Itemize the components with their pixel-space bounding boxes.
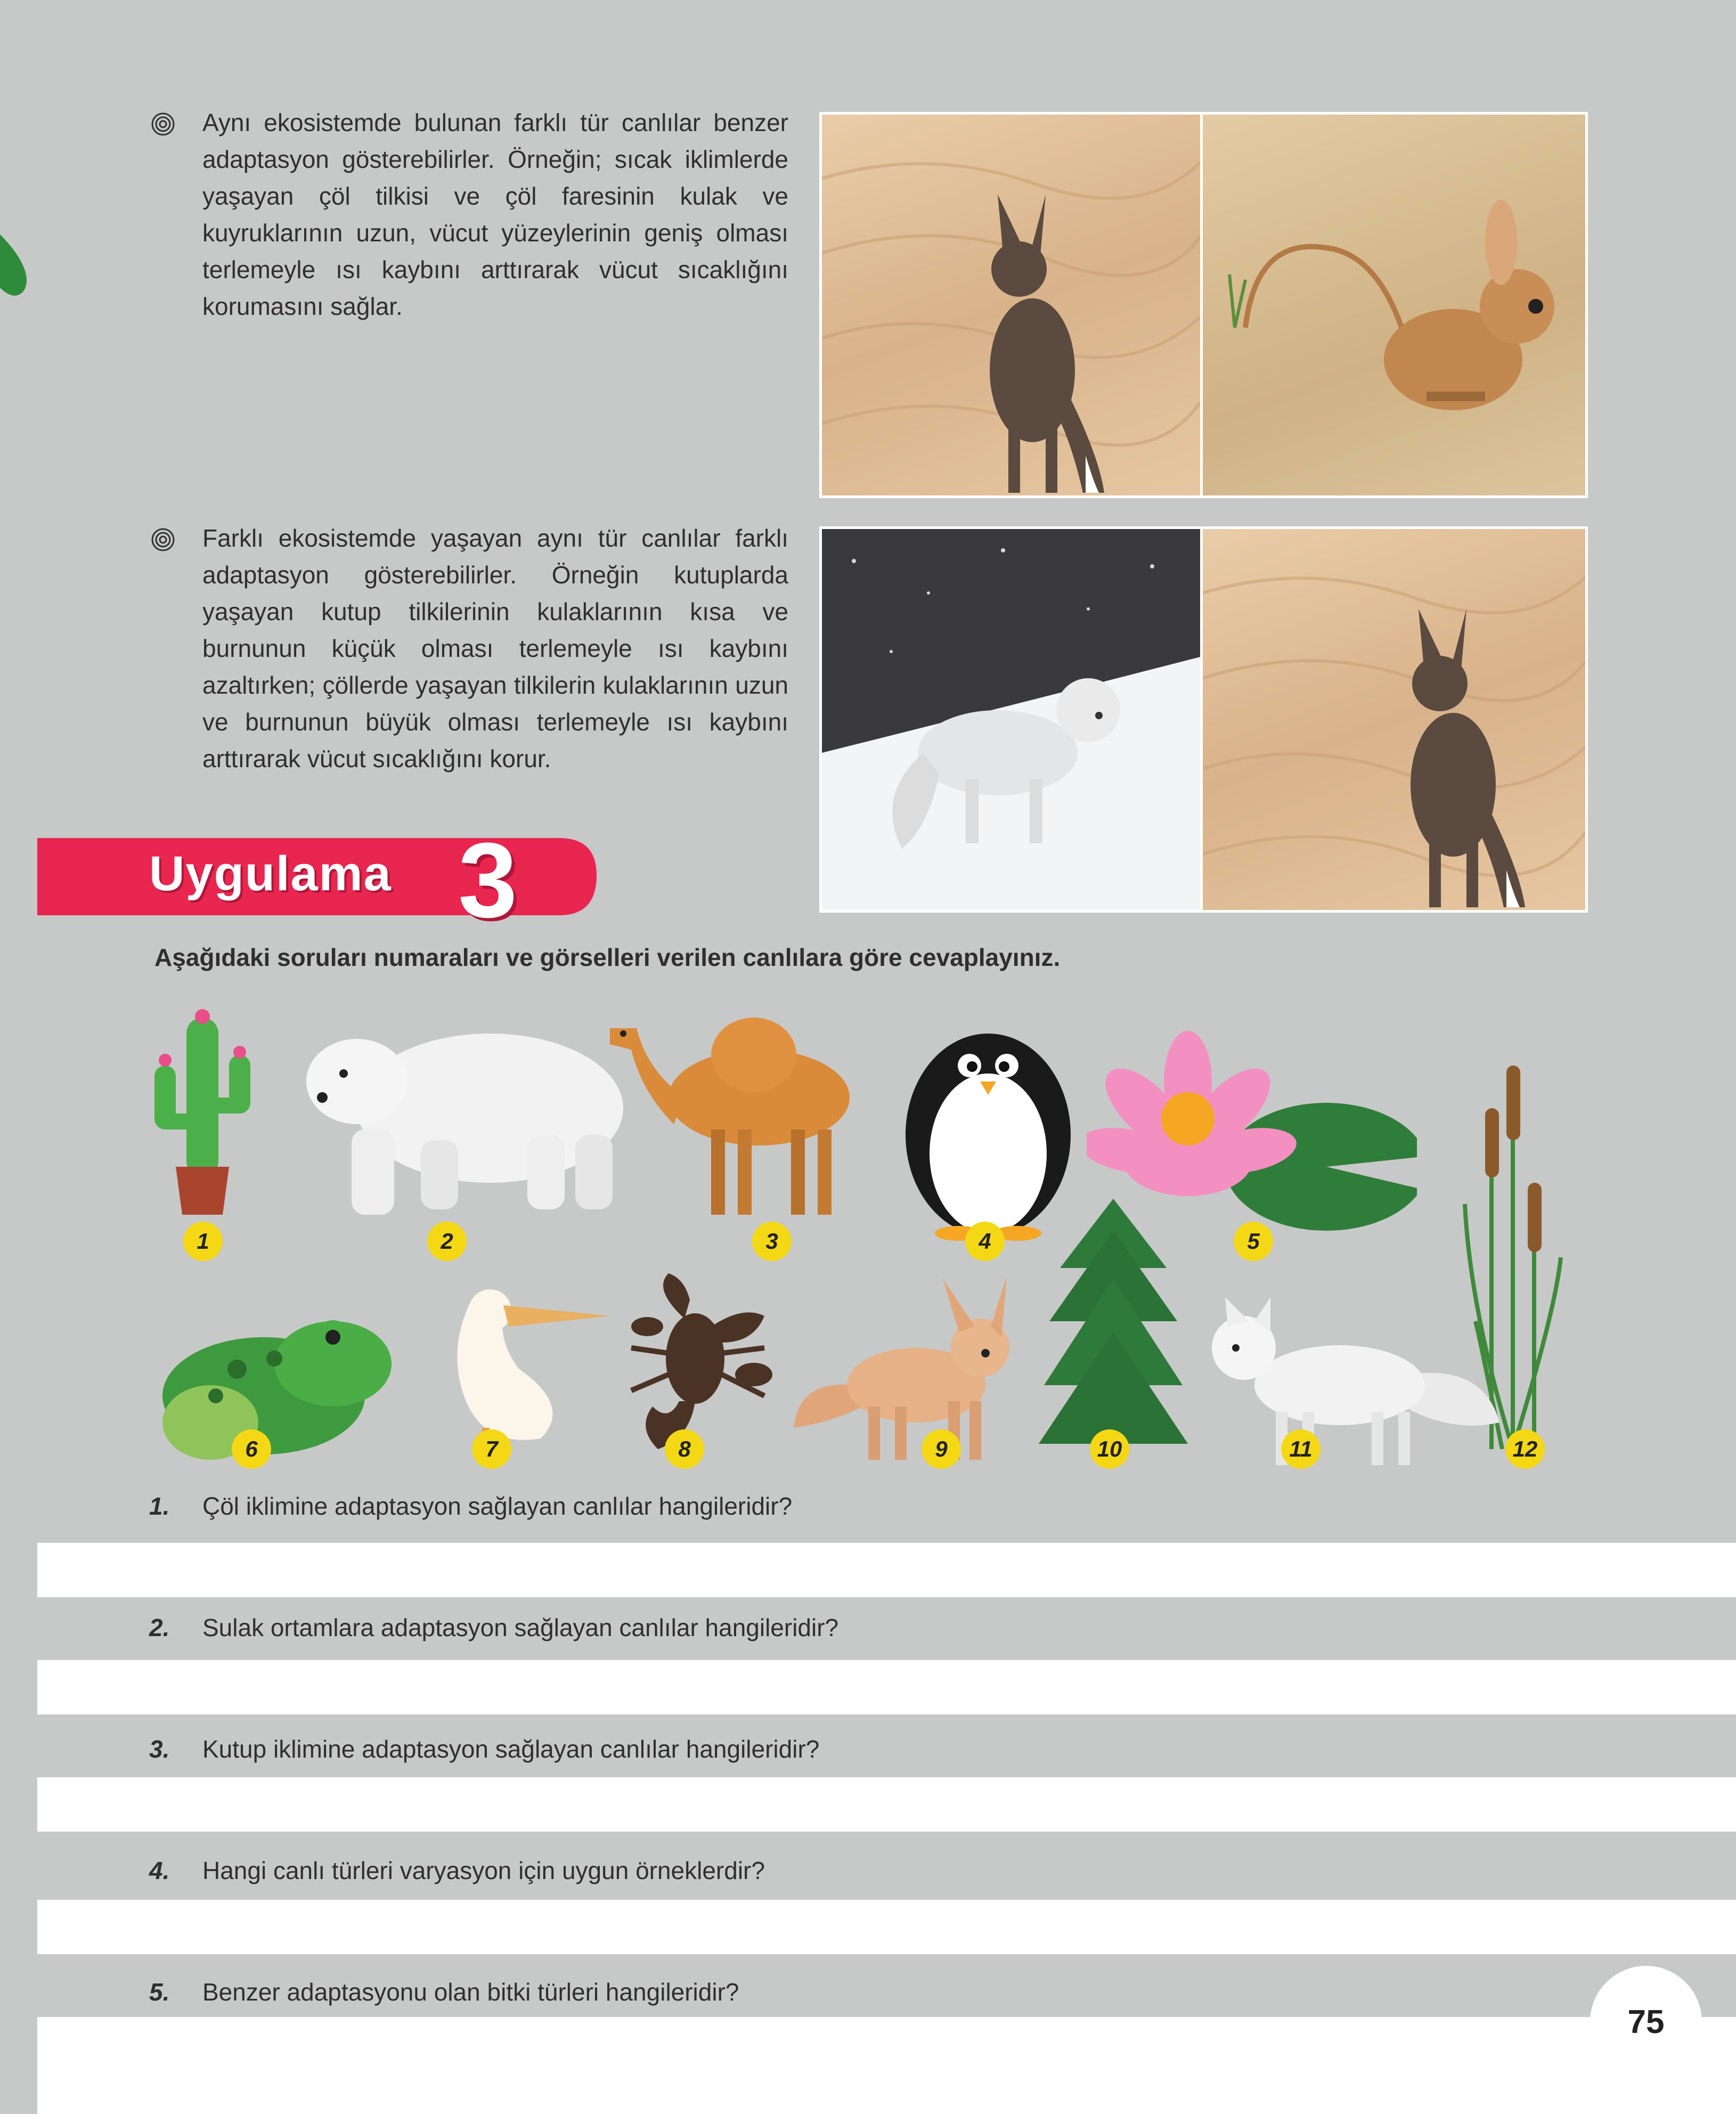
paragraph-different-adaptation: Farklı ekosistemde yaşayan aynı tür canlılar farklı adaptasyon gösterebilirler. Örneğin kutuplarda yaşayan kutup tilkilerinin kulaklarının kısa ve burnunun küçük olması terlemeyle ısı kaybını azaltırken; çöllerde yaşayan tilkilerin kulaklarının uzun ve burnunun büyük olması terlemeyle ısı kaybını arttırarak vücut sıcaklığını korur. (202, 524, 788, 773)
fennec-fox-image (788, 1273, 1039, 1465)
banner-title: Uygulama (149, 847, 392, 901)
question-3: 3. Kutup iklimine adaptasyon sağlayan canlılar hangileridir? (149, 1735, 820, 1763)
organism-number-3: 3 (752, 1222, 792, 1261)
cactus-image (144, 1007, 261, 1220)
organism-number-11: 11 (1281, 1429, 1321, 1469)
answer-field-4[interactable] (37, 1900, 1736, 1954)
question-2: 2. Sulak ortamlara adaptasyon sağlayan canlılar hangileridir? (149, 1614, 839, 1641)
organism-number-2: 2 (427, 1222, 467, 1261)
organism-number-5: 5 (1234, 1222, 1273, 1261)
spiral-bullet-icon (151, 112, 175, 136)
desert-fox-photo-2 (1200, 526, 1588, 913)
answer-field-1[interactable] (37, 1543, 1736, 1597)
organism-number-10: 10 (1090, 1429, 1129, 1469)
desert-jerboa-photo (1200, 112, 1588, 498)
question-5: 5. Benzer adaptasyonu olan bitki türleri hangileridir? (149, 1978, 739, 2006)
organism-number-6: 6 (232, 1429, 271, 1469)
desert-fox-photo (819, 112, 1203, 498)
arctic-fox-photo (819, 526, 1203, 913)
spiral-bullet-icon (151, 527, 175, 552)
scorpion-image (621, 1268, 780, 1465)
answer-field-3[interactable] (37, 1777, 1736, 1832)
organism-number-1: 1 (183, 1222, 223, 1261)
organism-number-8: 8 (665, 1429, 704, 1469)
page-number: 75 (1627, 2004, 1665, 2040)
paragraph-similar-adaptation: Aynı ekosistemde bulunan farklı tür canlılar benzer adaptasyon gösterebilirler. Örneğin; sıcak iklimlerde yaşayan çöl tilkisi ve çöl faresinin kulak ve kuyruklarının uzun, vücut yüzeylerinin geniş olması terlemeyle ısı kaybını arttırarak vücut sıcaklığını korumasını sağlar. (202, 109, 788, 320)
camel-image (578, 1007, 876, 1220)
instruction-text: Aşağıdaki soruları numaraları ve görselleri verilen canlılara göre cevaplayınız. (154, 944, 1061, 971)
question-4: 4. Hangi canlı türleri varyasyon için uygun örneklerdir? (149, 1857, 765, 1884)
organism-number-7: 7 (472, 1429, 511, 1469)
organism-number-9: 9 (922, 1429, 961, 1469)
frog-image (157, 1305, 392, 1465)
organism-number-12: 12 (1505, 1429, 1545, 1469)
answer-field-2[interactable] (37, 1660, 1736, 1714)
banner-number: 3 (458, 821, 518, 940)
uygulama-banner (37, 821, 597, 940)
pine-tree-image (1039, 1199, 1188, 1465)
organism-number-4: 4 (965, 1222, 1005, 1261)
leaf-decoration (0, 234, 32, 304)
arctic-fox-image (1185, 1295, 1505, 1470)
question-1: 1. Çöl iklimine adaptasyon sağlayan canlılar hangileridir? (149, 1492, 793, 1520)
answer-field-5[interactable] (37, 2017, 1736, 2114)
